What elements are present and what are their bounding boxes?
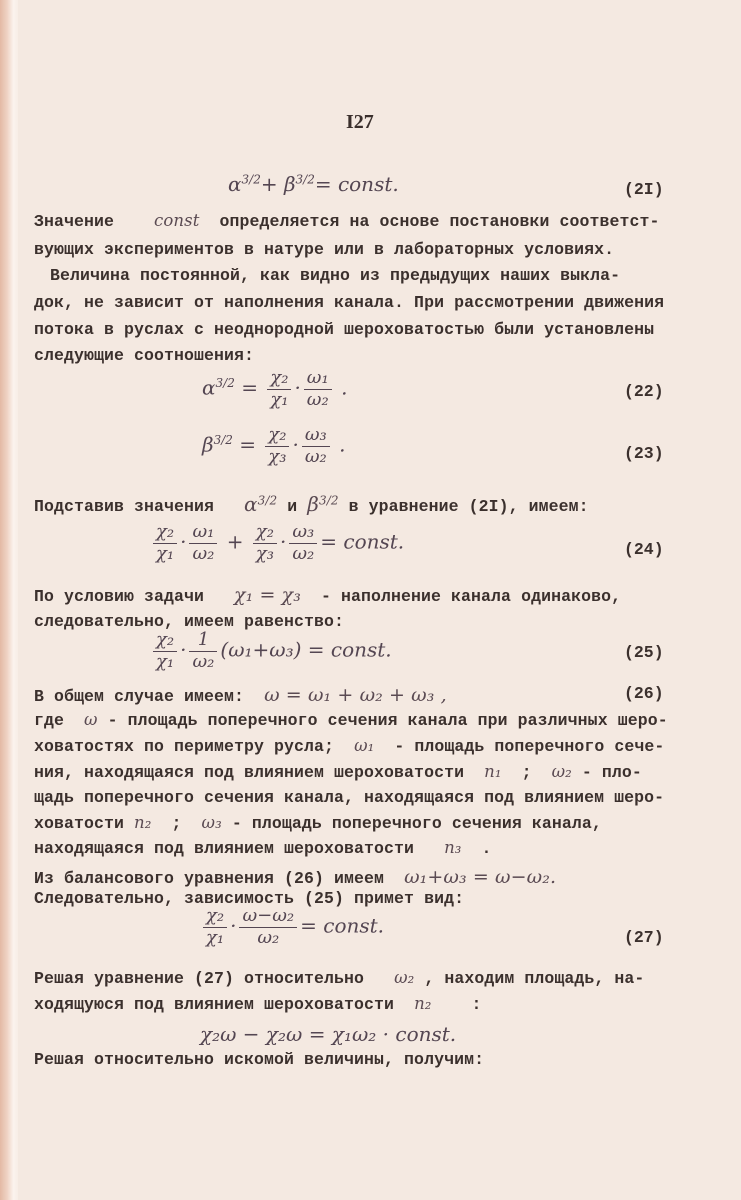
equation-number-24: (24) bbox=[624, 540, 664, 559]
text-span: Подставив значения bbox=[34, 497, 215, 516]
inline-math: ω₂ bbox=[394, 968, 415, 987]
fraction bbox=[189, 630, 217, 672]
numerator: χ₂ bbox=[153, 630, 177, 652]
exponent: 3/2 bbox=[295, 172, 315, 187]
text-span: - наполнение канала одинаково, bbox=[321, 587, 622, 606]
exponent: 3/2 bbox=[241, 172, 261, 187]
numerator: ω₃ bbox=[302, 425, 330, 447]
equation-number-27: (27) bbox=[624, 928, 664, 947]
numerator: ω₁ bbox=[189, 522, 217, 544]
inline-math: n₃ bbox=[444, 838, 462, 857]
text-span: ; bbox=[171, 814, 182, 833]
text-line bbox=[34, 736, 664, 756]
text-span: Значение bbox=[34, 212, 115, 231]
inline-math: ω₁ bbox=[354, 736, 375, 755]
text-span: В общем случае имеем: bbox=[34, 687, 245, 706]
denominator: ω₂ bbox=[192, 542, 215, 564]
numerator: ω−ω₂ bbox=[239, 906, 297, 928]
inline-math: ω₃ bbox=[201, 813, 222, 832]
text-span: , находим площадь, на- bbox=[424, 969, 645, 988]
text-line bbox=[34, 838, 492, 858]
denominator: χ₁ bbox=[206, 926, 225, 948]
denominator: χ₁ bbox=[156, 650, 175, 672]
fraction bbox=[267, 368, 291, 410]
text-span: находящаяся под влиянием шероховатости bbox=[34, 839, 415, 858]
text-line bbox=[34, 710, 668, 730]
equation-24: $\frac{\text{χ₂}}{\text{χ₁}}$ · $\frac{\text{ω₁}}{\text{ω₂}}$ + $\frac{\text{χ₂}}{\text{χ₃}}$ · $\frac{\text{ω₃}}{\text{ω₂}}$ = const. bbox=[150, 522, 404, 564]
numerator: ω₁ bbox=[304, 368, 332, 390]
text-span: : bbox=[471, 995, 482, 1014]
numerator: 1 bbox=[189, 630, 217, 652]
text-line: щадь поперечного сечения канала, находящаяся под влиянием шеро- bbox=[34, 788, 665, 807]
text-span: Величина постоянной, как видно из предыдущих наших выкла- bbox=[50, 266, 621, 285]
inline-math: β bbox=[307, 492, 319, 516]
denominator: χ₁ bbox=[270, 388, 289, 410]
alpha-symbol: α bbox=[202, 375, 216, 400]
beta-symbol: β bbox=[202, 432, 214, 457]
text-line bbox=[34, 492, 589, 516]
text-line bbox=[34, 968, 644, 988]
text-line: потока в руслах с неоднородной шероховатостью были установлены bbox=[34, 320, 655, 339]
inline-math: ω = ω₁ + ω₂ + ω₃ , bbox=[264, 684, 447, 706]
numerator: χ₂ bbox=[267, 368, 291, 390]
numerator: ω₃ bbox=[289, 522, 317, 544]
numerator: χ₂ bbox=[153, 522, 177, 544]
fraction bbox=[203, 906, 227, 948]
equation-number-23: (23) bbox=[624, 444, 664, 463]
text-span: ховатостях по периметру русла; bbox=[34, 737, 335, 756]
exponent: 3/2 bbox=[318, 493, 339, 508]
text-span: и bbox=[277, 497, 308, 516]
dot-operator: · bbox=[292, 432, 299, 457]
text-span: По условию задачи bbox=[34, 587, 205, 606]
text-line bbox=[34, 813, 602, 833]
fraction bbox=[253, 522, 277, 564]
equation-22 bbox=[202, 368, 347, 410]
equation-rhs: = const. bbox=[314, 172, 399, 196]
text-line: следовательно, имеем равенство: bbox=[34, 612, 345, 631]
inline-math: ω₂ bbox=[551, 762, 572, 781]
fraction bbox=[302, 425, 330, 467]
equation-number-25: (25) bbox=[624, 643, 664, 662]
text-line: следующие соотношения: bbox=[34, 346, 255, 365]
inline-math: ω bbox=[84, 710, 98, 729]
dot-operator: · bbox=[294, 375, 301, 400]
text-span: - пло- bbox=[581, 763, 642, 782]
denominator: χ₁ bbox=[156, 542, 175, 564]
text-line bbox=[34, 211, 660, 231]
equation-number-22: (22) bbox=[624, 382, 664, 401]
fraction bbox=[153, 630, 177, 672]
equation-number-26: (26) bbox=[624, 684, 664, 703]
denominator: ω₂ bbox=[306, 388, 329, 410]
fraction bbox=[153, 522, 177, 564]
denominator: χ₃ bbox=[255, 542, 274, 564]
denominator: χ₃ bbox=[268, 445, 287, 467]
inline-math: const bbox=[154, 211, 200, 230]
text-span: - площадь поперечного сечения канала при различных шеро- bbox=[107, 711, 668, 730]
text-line bbox=[50, 266, 620, 285]
numerator: χ₂ bbox=[253, 522, 277, 544]
beta-symbol: β bbox=[283, 172, 296, 196]
text-span: ; bbox=[521, 763, 532, 782]
inline-math: n₁ bbox=[484, 762, 502, 781]
fraction bbox=[265, 425, 289, 467]
text-span: где bbox=[34, 711, 65, 730]
exponent: 3/2 bbox=[213, 433, 233, 448]
inline-math: ω₁+ω₃ = ω−ω₂. bbox=[404, 866, 557, 888]
text-span: - площадь поперечного сече- bbox=[394, 737, 665, 756]
text-line: вующих экспериментов в натуре или в лабораторных условиях. bbox=[34, 240, 615, 259]
denominator: ω₂ bbox=[292, 542, 315, 564]
text-line bbox=[34, 684, 447, 706]
text-span: ховатости bbox=[34, 814, 125, 833]
text-line: Следовательно, зависимость (25) примет вид: bbox=[34, 889, 465, 908]
period: . bbox=[341, 375, 348, 400]
fraction bbox=[289, 522, 317, 564]
plus-sign: + bbox=[226, 529, 244, 554]
text-line: док, не зависит от наполнения канала. При рассмотрении движения bbox=[34, 293, 665, 312]
denominator: ω₂ bbox=[192, 650, 215, 672]
alpha-symbol: α bbox=[228, 172, 242, 196]
text-span: Решая уравнение (27) относительно bbox=[34, 969, 365, 988]
text-span: - площадь поперечного сечения канала, bbox=[231, 814, 602, 833]
text-line: Решая относительно искомой величины, получим: bbox=[34, 1050, 485, 1069]
equation-number-21: (2I) bbox=[624, 180, 664, 199]
text-span: . bbox=[481, 839, 492, 858]
equation-rhs: = const. bbox=[320, 529, 405, 554]
numerator: χ₂ bbox=[203, 906, 227, 928]
equation-rhs: (ω₁+ω₃) = const. bbox=[220, 637, 392, 662]
numerator: χ₂ bbox=[265, 425, 289, 447]
fraction bbox=[304, 368, 332, 410]
equation-25: $\frac{\text{χ₂}}{\text{χ₁}}$ · $\frac{1}{\text{ω₂}}$ (ω₁+ω₃) = const. bbox=[150, 630, 392, 672]
fraction bbox=[239, 906, 297, 948]
text-line bbox=[34, 866, 556, 888]
text-span: определяется на основе постановки соответст- bbox=[219, 212, 660, 231]
text-span: Из балансового уравнения (26) имеем bbox=[34, 869, 385, 888]
exponent: 3/2 bbox=[215, 376, 235, 391]
text-line bbox=[34, 994, 482, 1014]
inline-math: χ₁ = χ₃ bbox=[234, 584, 302, 606]
denominator: ω₂ bbox=[304, 445, 327, 467]
equals-sign: = bbox=[241, 375, 258, 400]
inline-math: n₂ bbox=[414, 994, 432, 1013]
exponent: 3/2 bbox=[257, 493, 278, 508]
text-span: ходящуюся под влиянием шероховатости bbox=[34, 995, 395, 1014]
plus-sign: + bbox=[260, 172, 278, 196]
text-span: ния, находящаяся под влиянием шероховатости bbox=[34, 763, 465, 782]
equals-sign: = bbox=[239, 432, 256, 457]
inline-math: n₂ bbox=[134, 813, 152, 832]
text-line bbox=[34, 584, 621, 606]
equation-21 bbox=[228, 172, 399, 196]
equation-27: $\frac{\text{χ₂}}{\text{χ₁}}$ · $\frac{\text{ω−ω₂}}{\text{ω₂}}$ = const. bbox=[200, 906, 384, 948]
fraction bbox=[189, 522, 217, 564]
text-line bbox=[34, 762, 642, 782]
denominator: ω₂ bbox=[257, 926, 280, 948]
equation-final: χ₂ω − χ₂ω = χ₁ω₂ · const. bbox=[200, 1022, 457, 1046]
equation-rhs: = const. bbox=[300, 913, 385, 938]
period: . bbox=[339, 432, 346, 457]
equation-23 bbox=[202, 425, 345, 467]
inline-math: α bbox=[244, 492, 258, 516]
page-number: I27 bbox=[346, 111, 374, 133]
text-span: в уравнение (2I), имеем: bbox=[348, 497, 589, 516]
